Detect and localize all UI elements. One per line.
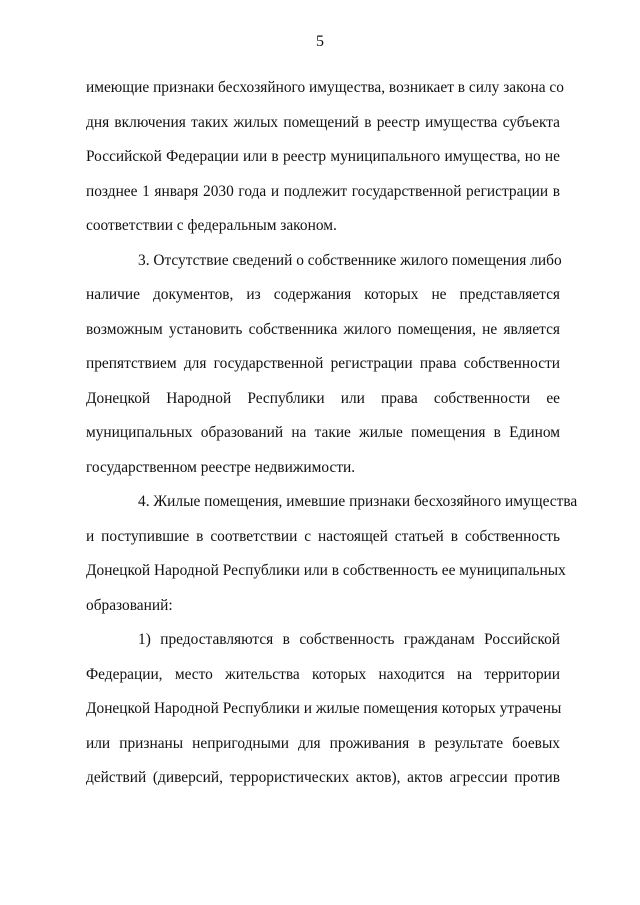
text-line: 4. Жилые помещения, имевшие признаки бесхозяйного имущества (138, 493, 578, 510)
text-line: 1) предоставляются в собственность гражданам Российской (138, 631, 560, 648)
text-line: имеющие признаки бесхозяйного имущества, возникает в силу закона со (86, 79, 564, 96)
text-line: государственном реестре недвижимости. (86, 458, 356, 476)
text-line: возможным установить собственника жилого помещения, не является (86, 320, 560, 338)
text-line: 3. Отсутствие сведений о собственнике жилого помещения либо (138, 251, 562, 269)
text-line: соответствии с федеральным законом. (86, 217, 337, 234)
text-line: муниципальных образований на такие жилые помещения в Едином (86, 424, 560, 441)
text-line: Донецкой Народной Республики или в собственность ее муниципальных (86, 562, 566, 579)
document-body (86, 71, 578, 796)
paragraph-continuation (86, 71, 564, 244)
text-line: дня включения таких жилых помещений в реестр имущества субъекта (86, 113, 560, 131)
text-line: препятствием для государственной регистрации права собственности (86, 355, 560, 372)
page-number: 5 (316, 33, 324, 50)
text-line: Донецкой Народной Республики и жилые помещения которых утрачены (86, 700, 562, 717)
paragraph-item-3 (86, 244, 560, 486)
text-line: позднее 1 января 2030 года и подлежит государственной регистрации в (86, 182, 560, 200)
text-line: образований: (86, 596, 173, 614)
text-line: Донецкой Народной Республики или права собственности ее (86, 389, 560, 407)
paragraph-item-4 (86, 485, 578, 623)
text-line: и поступившие в соответствии с настоящей статьей в собственность (86, 527, 560, 545)
text-line: или признаны непригодными для проживания в результате боевых (86, 734, 560, 752)
paragraph-subitem-1 (86, 623, 560, 796)
text-line: действий (диверсий, террористических актов), актов агрессии против (86, 769, 560, 786)
text-line: Федерации, место жительства которых находится на территории (86, 665, 560, 683)
text-line: Российской Федерации или в реестр муниципального имущества, но не (86, 148, 560, 165)
text-line: наличие документов, из содержания которых не представляется (86, 286, 560, 303)
